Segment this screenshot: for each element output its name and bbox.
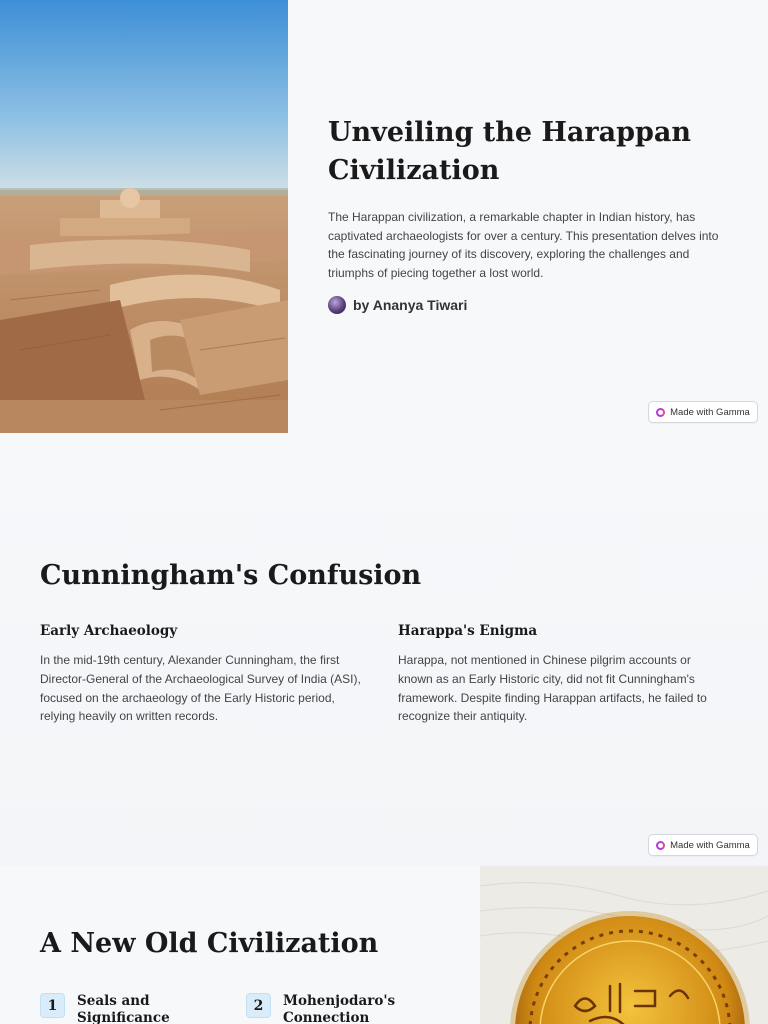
gamma-logo-icon bbox=[656, 408, 665, 417]
column-body: In the mid-19th century, Alexander Cunningham, the first Director-General of the Archaeological Survey of India (ASI), focused on the archaeology of the Early Historic period, relying heavily on written records. bbox=[40, 653, 361, 724]
section-title: Cunningham's Confusion bbox=[40, 560, 422, 591]
column-heading: Harappa's Enigma bbox=[398, 623, 538, 639]
section-title: A New Old Civilization bbox=[40, 928, 379, 959]
slide-cunningham bbox=[0, 433, 768, 866]
list-item bbox=[40, 993, 197, 1024]
author-line bbox=[328, 296, 467, 314]
avatar bbox=[328, 296, 346, 314]
harappan-ruins-image bbox=[0, 0, 288, 433]
harappan-seal-image bbox=[480, 866, 768, 1024]
made-with-gamma-button[interactable] bbox=[648, 401, 758, 423]
page-title: Unveiling the Harappan Civilization bbox=[328, 117, 692, 186]
item-title: Mohenjodaro's Connection bbox=[283, 993, 396, 1024]
column-body: Harappa, not mentioned in Chinese pilgrim accounts or known as an Early Historic city, did not fit Cunningham's framework. Despite finding Harappan artifacts, he failed to recognize their antiquity. bbox=[398, 653, 707, 724]
badge-label: Made with Gamma bbox=[670, 839, 750, 851]
slide-title bbox=[0, 0, 768, 433]
author-name: by Ananya Tiwari bbox=[353, 297, 468, 313]
list-item bbox=[246, 993, 403, 1024]
column-heading: Early Archaeology bbox=[40, 623, 178, 639]
item-number: 2 bbox=[246, 993, 271, 1018]
column-early-archaeology bbox=[40, 623, 370, 726]
slide-new-old-civilization bbox=[0, 866, 768, 1024]
column-harappa-enigma bbox=[398, 623, 728, 726]
item-number: 1 bbox=[40, 993, 65, 1018]
made-with-gamma-button[interactable] bbox=[648, 834, 758, 856]
item-title: Seals and Significance bbox=[77, 993, 170, 1024]
gamma-logo-icon bbox=[656, 841, 665, 850]
badge-label: Made with Gamma bbox=[670, 406, 750, 418]
intro-paragraph: The Harappan civilization, a remarkable chapter in Indian history, has captivated archaeologists for over a century. This presentation delves into the fascinating journey of its discovery, exploring the challenges and triumphs of piecing together a lost world. bbox=[328, 210, 719, 280]
